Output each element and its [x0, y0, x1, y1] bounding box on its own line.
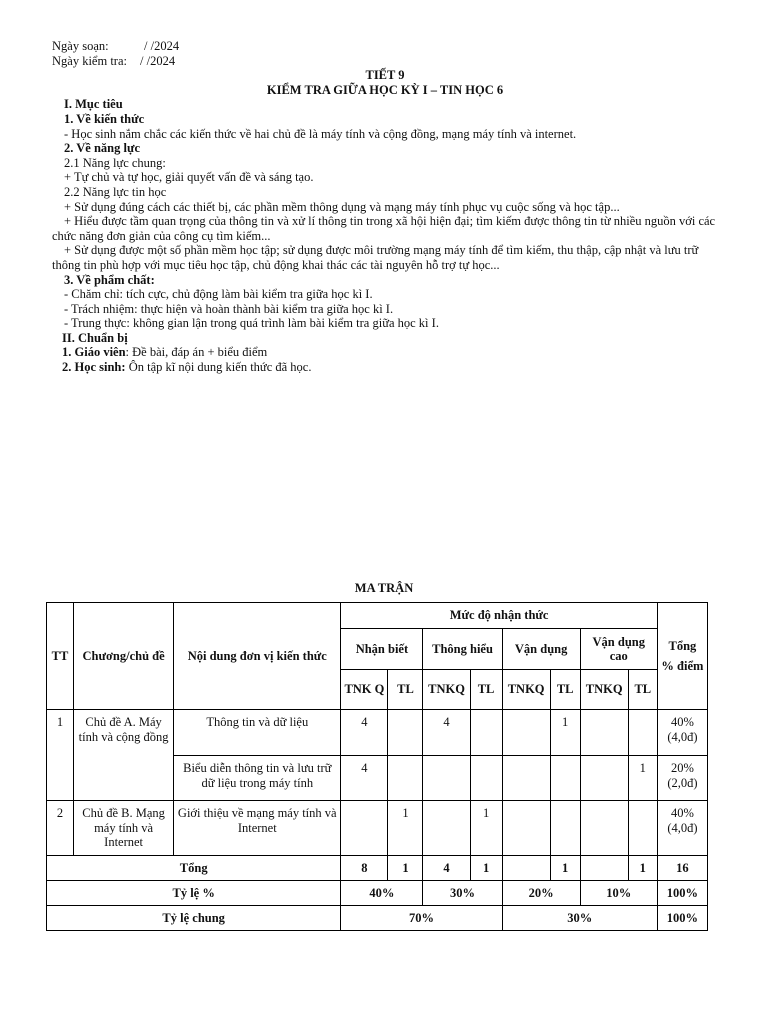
- total-cell: 1: [388, 856, 423, 881]
- header-total-percent: Tổng % điểm: [657, 603, 707, 710]
- lesson-number: TIẾT 9: [365, 68, 405, 83]
- total-cell: [502, 856, 550, 881]
- cell-count: 4: [341, 710, 388, 756]
- cell-count: [580, 801, 628, 856]
- cell-count: 1: [470, 801, 502, 856]
- quality-item-3: - Trung thực: không gian lận trong quá trình làm bài kiểm tra giữa học kì I.: [64, 316, 439, 331]
- quality-heading: 3. Về phẩm chất:: [64, 272, 155, 287]
- header-apply-high: Vận dụng cao: [580, 629, 657, 670]
- ratio-total: 100%: [657, 881, 707, 906]
- cell-count: [388, 756, 423, 801]
- row-points: (4,0đ): [667, 820, 698, 835]
- row-percent: 40%: [670, 715, 694, 729]
- ratio-apply-high: 10%: [580, 881, 657, 906]
- header-tl: TL: [628, 670, 657, 710]
- header-recognize: Nhận biết: [341, 629, 423, 670]
- header-content: Nội dung đơn vị kiến thức: [174, 603, 341, 710]
- table-row: [47, 801, 708, 856]
- header-tnkq: TNK Q: [341, 670, 388, 710]
- header-row-1: [47, 603, 708, 629]
- row-total-percent: [657, 756, 707, 801]
- ratio-apply: 20%: [502, 881, 580, 906]
- row-content: Giới thiệu về mạng máy tính và Internet: [174, 801, 341, 856]
- header-cognitive-level: Mức độ nhận thức: [341, 603, 657, 629]
- quality-item-1: - Chăm chỉ: tích cực, chủ động làm bài kiểm tra giữa học kì I.: [64, 287, 373, 302]
- general-competence-item: + Tự chủ và tự học, giải quyết vấn đề và sáng tạo.: [64, 170, 314, 185]
- ratio-recognize: 40%: [341, 881, 423, 906]
- it-competence-item-2: + Hiểu được tầm quan trọng của thông tin và xử lí thông tin trong xã hội hiện đại; tìm kiếm được thông tin từ nhiều nguồn với các chức năng đơn giản của công cụ tìm kiếm...: [52, 214, 716, 243]
- total-grand: 16: [657, 856, 707, 881]
- teacher-preparation: [52, 345, 718, 360]
- ratio-row: [47, 881, 708, 906]
- total-cell: 1: [550, 856, 580, 881]
- row-percent: 20%: [670, 761, 694, 775]
- cell-count: [423, 801, 470, 856]
- header-tl: TL: [470, 670, 502, 710]
- cell-count: 4: [423, 710, 470, 756]
- student-text: Ôn tập kĩ nội dung kiến thức đã học.: [125, 360, 312, 375]
- cell-count: [550, 756, 580, 801]
- objectives-heading: I. Mục tiêu: [64, 97, 123, 112]
- teacher-label: 1. Giáo viên: [62, 345, 126, 360]
- cell-count: [502, 710, 550, 756]
- row-points: (4,0đ): [667, 729, 698, 744]
- general-competence-heading: 2.1 Năng lực chung:: [64, 155, 166, 170]
- student-label: 2. Học sinh:: [62, 360, 126, 375]
- total-label: Tổng: [47, 856, 341, 881]
- date-tested-label: Ngày kiểm tra:: [52, 53, 127, 68]
- competence-heading: 2. Về năng lực: [64, 141, 141, 156]
- header-apply: Vận dụng: [502, 629, 580, 670]
- lesson-plan-document: [52, 39, 718, 375]
- cell-count: [580, 710, 628, 756]
- row-content: Thông tin và dữ liệu: [174, 710, 341, 756]
- cell-count: 1: [388, 801, 423, 856]
- cell-count: [628, 710, 657, 756]
- row-topic: Chủ đề B. Mạng máy tính và Internet: [74, 801, 174, 856]
- cell-count: 4: [341, 756, 388, 801]
- row-tt: 1: [47, 710, 74, 801]
- date-prepared-value: / /2024: [144, 39, 180, 53]
- table-row: [47, 710, 708, 756]
- assessment-matrix-table: [46, 602, 708, 931]
- header-tnkq: TNKQ: [580, 670, 628, 710]
- it-competence-item-1: + Sử dụng đúng cách các thiết bị, các phần mềm thông dụng và mạng máy tính phục vụ cuộc sống và học tập...: [64, 199, 620, 214]
- student-preparation: [52, 360, 718, 375]
- header-tnkq: TNKQ: [502, 670, 550, 710]
- general-ratio-row: [47, 906, 708, 931]
- general-ratio-right: 30%: [502, 906, 657, 931]
- general-ratio-left: 70%: [341, 906, 502, 931]
- general-ratio-total: 100%: [657, 906, 707, 931]
- total-cell: 4: [423, 856, 470, 881]
- cell-count: 1: [628, 756, 657, 801]
- cell-count: [628, 801, 657, 856]
- header-topic: Chương/chủ đề: [74, 603, 174, 710]
- row-points: (2,0đ): [667, 775, 698, 790]
- header-tt: TT: [47, 603, 74, 710]
- general-ratio-label: Tỷ lệ chung: [47, 906, 341, 931]
- total-cell: 8: [341, 856, 388, 881]
- preparation-heading: II. Chuẩn bị: [62, 330, 128, 345]
- knowledge-text: - Học sinh nắm chắc các kiến thức về hai chủ đề là máy tính và cộng đồng, mạng máy tính và internet.: [64, 126, 577, 141]
- date-prepared-line: [52, 39, 718, 54]
- cell-count: [341, 801, 388, 856]
- row-tt: 2: [47, 801, 74, 856]
- header-understand: Thông hiểu: [423, 629, 502, 670]
- row-total-percent: [657, 710, 707, 756]
- date-tested-line: [52, 54, 718, 69]
- ratio-understand: 30%: [423, 881, 502, 906]
- header-tl: TL: [388, 670, 423, 710]
- row-total-percent: [657, 801, 707, 856]
- cell-count: [470, 756, 502, 801]
- cell-count: [580, 756, 628, 801]
- total-cell: 1: [470, 856, 502, 881]
- document-title: KIỂM TRA GIỮA HỌC KỲ I – TIN HỌC 6: [266, 82, 504, 97]
- cell-count: [502, 756, 550, 801]
- total-row: [47, 856, 708, 881]
- cell-count: [550, 801, 580, 856]
- knowledge-heading: 1. Về kiến thức: [64, 111, 145, 126]
- row-percent: 40%: [670, 806, 694, 820]
- row-content: Biểu diễn thông tin và lưu trữ dữ liệu trong máy tính: [174, 756, 341, 801]
- header-tl: TL: [550, 670, 580, 710]
- total-cell: [580, 856, 628, 881]
- teacher-text: : Đề bài, đáp án + biểu điểm: [125, 345, 268, 360]
- total-cell: 1: [628, 856, 657, 881]
- row-topic: Chủ đề A. Máy tính và cộng đồng: [74, 710, 174, 801]
- it-competence-item-3: + Sử dụng được một số phần mềm học tập; sử dụng được môi trường mạng máy tính để tìm kiếm, thu thập, cập nhật và lưu trữ thông tin phù hợp với mục tiêu học tập, chủ động khai thác các tài nguyên hỗ trợ tự học...: [52, 243, 699, 272]
- cell-count: [388, 710, 423, 756]
- cell-count: [502, 801, 550, 856]
- date-tested-value: / /2024: [140, 53, 176, 68]
- cell-count: 1: [550, 710, 580, 756]
- quality-item-2: - Trách nhiệm: thực hiện và hoàn thành bài kiểm tra giữa học kì I.: [64, 301, 394, 316]
- cell-count: [423, 756, 470, 801]
- ratio-label: Tỷ lệ %: [47, 881, 341, 906]
- cell-count: [470, 710, 502, 756]
- matrix-title: MA TRẬN: [354, 581, 414, 595]
- header-tnkq: TNKQ: [423, 670, 470, 710]
- it-competence-heading: 2.2 Năng lực tin học: [64, 184, 167, 199]
- date-prepared-label: Ngày soạn:: [52, 39, 109, 53]
